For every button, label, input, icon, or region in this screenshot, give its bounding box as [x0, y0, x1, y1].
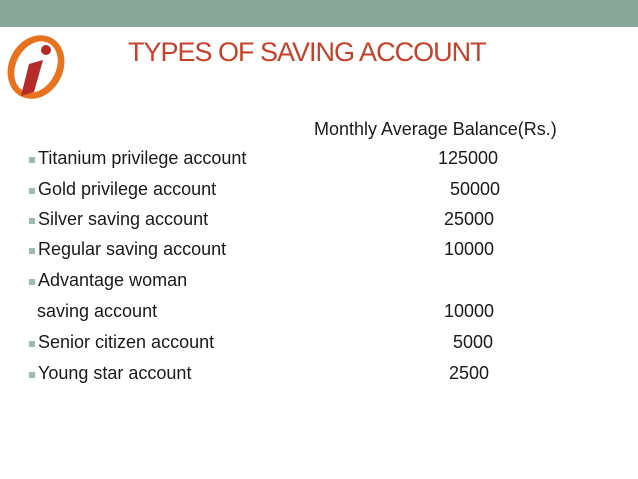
list-item — [0, 239, 638, 263]
account-balance: 5000 — [453, 332, 494, 352]
account-name: Senior citizen account — [38, 332, 215, 352]
bullet-icon — [29, 341, 35, 347]
slide-title: TYPES OF SAVING ACCOUNT — [128, 37, 486, 67]
account-balance: 2500 — [449, 363, 490, 383]
bullet-icon — [29, 372, 35, 378]
account-name: Silver saving account — [38, 209, 209, 229]
bank-logo-icon — [2, 30, 70, 102]
list-item — [0, 148, 638, 172]
list-item — [0, 332, 638, 356]
account-name-continuation: saving account — [37, 301, 158, 321]
list-item — [0, 179, 638, 203]
list-item — [0, 209, 638, 233]
account-balance: 50000 — [450, 179, 501, 199]
list-item-continuation — [0, 301, 638, 325]
account-balance: 10000 — [444, 301, 495, 321]
list-item — [0, 270, 638, 294]
bullet-icon — [29, 248, 35, 254]
list-item — [0, 363, 638, 387]
bullet-icon — [29, 188, 35, 194]
account-name: Young star account — [38, 363, 192, 383]
account-name: Titanium privilege account — [38, 148, 247, 168]
account-balance: 25000 — [444, 209, 495, 229]
account-name: Advantage woman — [38, 270, 188, 290]
balance-column-header: Monthly Average Balance(Rs.) — [314, 119, 557, 139]
account-balance: 125000 — [438, 148, 499, 168]
account-balance: 10000 — [444, 239, 495, 259]
account-name: Gold privilege account — [38, 179, 217, 199]
bullet-icon — [29, 218, 35, 224]
top-band — [0, 0, 638, 27]
bullet-icon — [29, 279, 35, 285]
account-name: Regular saving account — [38, 239, 227, 259]
bullet-icon — [29, 157, 35, 163]
